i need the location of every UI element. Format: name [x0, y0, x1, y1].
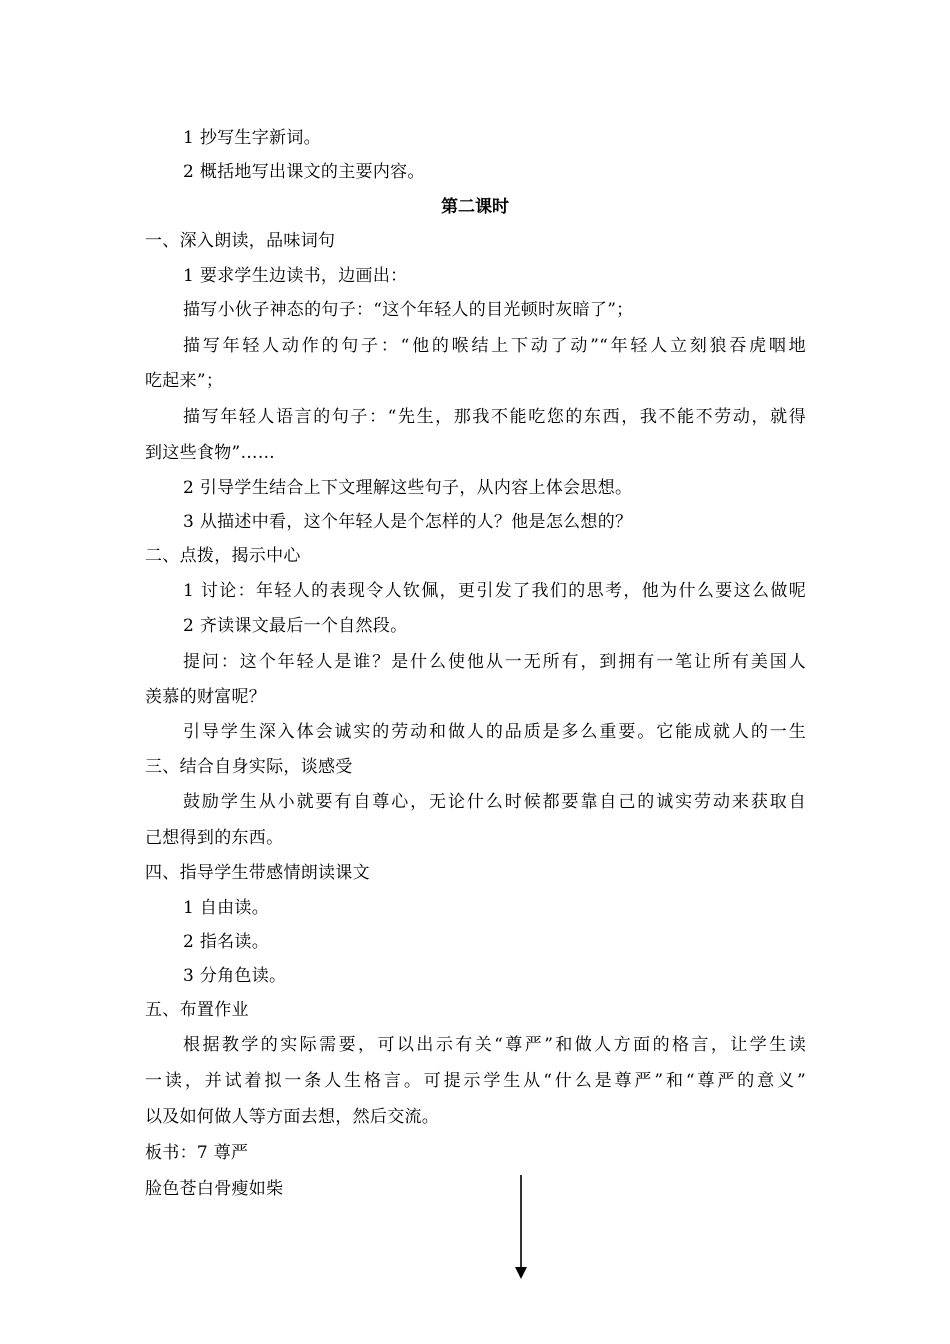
question-line-1: 提问：这个年轻人是谁？是什么使他从一无所有，到拥有一笔让所有美国人 — [183, 652, 806, 672]
section-2-item-2: 2 齐读课文最后一个自然段。 — [183, 616, 408, 636]
lesson-title: 第二课时 — [441, 197, 509, 217]
section-5-text-line-2: 一读，并试着拟一条人生格言。可提示学生从“什么是尊严”和“尊严的意义” — [145, 1071, 806, 1091]
section-3-text-line-1: 鼓励学生从小就要有自尊心，无论什么时候都要靠自己的诚实劳动来获取自 — [183, 792, 806, 812]
section-1-item-3: 3 从描述中看，这个年轻人是个怎样的人？他是怎么想的？ — [183, 512, 633, 532]
section-3-heading: 三、结合自身实际，谈感受 — [145, 757, 353, 777]
section-1-item-2: 2 引导学生结合上下文理解这些句子，从内容上体会思想。 — [183, 478, 633, 498]
action-sentence-line-1: 描写年轻人动作的句子：“他的喉结上下动了动”“年轻人立刻狼吞虎咽地 — [183, 336, 806, 356]
board-label: 板书：7 尊严 — [145, 1143, 249, 1163]
homework-item-2: 2 概括地写出课文的主要内容。 — [183, 162, 425, 182]
speech-sentence-line-2: 到这些食物”…… — [145, 443, 276, 463]
section-4-item-2: 2 指名读。 — [183, 932, 270, 952]
section-2-guide: 引导学生深入体会诚实的劳动和做人的品质是多么重要。它能成就人的一生 — [183, 722, 806, 742]
down-arrow-icon — [509, 1175, 533, 1281]
board-line-1: 脸色苍白骨瘦如柴 — [145, 1179, 284, 1199]
section-2-heading: 二、点拨，揭示中心 — [145, 546, 301, 566]
section-4-item-1: 1 自由读。 — [183, 898, 270, 918]
speech-sentence-line-1: 描写年轻人语言的句子：“先生，那我不能吃您的东西，我不能不劳动，就得 — [183, 407, 806, 427]
section-1-item-1: 1 要求学生边读书，边画出： — [183, 266, 408, 286]
section-5-text-line-3: 以及如何做人等方面去想，然后交流。 — [145, 1107, 440, 1127]
section-5-text-line-1: 根据教学的实际需要，可以出示有关“尊严”和做人方面的格言，让学生读 — [183, 1035, 806, 1055]
section-4-heading: 四、指导学生带感情朗读课文 — [145, 863, 370, 883]
homework-item-1: 1 抄写生字新词。 — [183, 128, 321, 148]
section-5-heading: 五、布置作业 — [145, 1000, 249, 1020]
section-2-item-1: 1 讨论：年轻人的表现令人钦佩，更引发了我们的思考，他为什么要这么做呢 — [183, 581, 806, 601]
section-4-item-3: 3 分角色读。 — [183, 966, 287, 986]
question-line-2: 羡慕的财富呢？ — [145, 687, 267, 707]
section-1-heading: 一、深入朗读，品味词句 — [145, 231, 336, 251]
action-sentence-line-2: 吃起来”； — [145, 371, 224, 391]
expression-sentence: 描写小伙子神态的句子：“这个年轻人的目光顿时灰暗了”； — [183, 300, 634, 320]
section-3-text-line-2: 己想得到的东西。 — [145, 828, 284, 848]
